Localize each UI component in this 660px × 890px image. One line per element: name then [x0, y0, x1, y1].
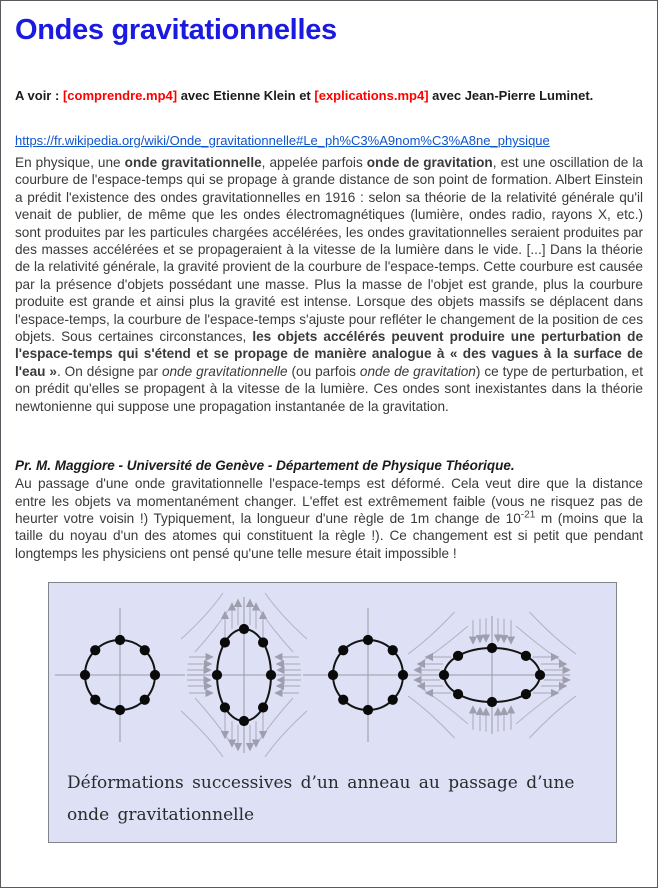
video-link-comprendre[interactable]: [comprendre.mp4] — [62, 88, 178, 103]
professor-heading: Pr. M. Maggiore - Université de Genève - Département de Physique Théorique. — [15, 458, 515, 474]
videos-line — [15, 87, 643, 104]
page-title: Ondes gravitationnelles — [15, 14, 337, 46]
wikipedia-link[interactable]: https://fr.wikipedia.org/wiki/Onde_gravitationnelle#Le_ph%C3%A9nom%C3%A8ne_physique — [15, 133, 550, 148]
videos-middle: avec Etienne Klein et — [180, 88, 311, 103]
videos-prefix: A voir : — [15, 88, 60, 103]
maggiore-paragraph: Au passage d'une onde gravitationnelle l'espace-temps est déformé. Cela veut dire que la distance entre les objets va momentanément changer. L'effet est extrêmement faible (vous ne risquez pas de heurter votre voisin !) Typiquement, la longueur d'une règle de 1m change de $10^{-21}$ m (moins que la taille du noyau d'un des atomes qui constituent la règle !). Ce changement est si petit que pendant longtemps les physiciens ont pensé qu'une telle mesure était impossible ! — [15, 476, 643, 561]
video-link-explications[interactable]: [explications.mp4] — [314, 88, 429, 103]
figure-caption: Déformations successives d’un anneau au passage d’une onde gravitationnelle — [67, 773, 575, 826]
ring-deformation-svg — [49, 583, 616, 767]
videos-suffix: avec Jean-Pierre Luminet. — [432, 88, 594, 103]
ring-deformation-figure — [48, 582, 617, 843]
intro-paragraph: En physique, une onde gravitationnelle, appelée parfois onde de gravitation, est une oscillation de la courbure de l'espace-temps qui se propage à grande distance de son point de formation. Albert Einstein a prédit l'existence des ondes gravitationnelles en 1916 : selon sa théorie de la relativité générale qu'il venait de publier, de même que les ondes électromagnétiques (lumière, ondes radio, rayons X, etc.) sont produites par les particules chargées accélérées, les ondes gravitationnelles seraient produites par des masses accélérées et se propageraient à la vitesse de la lumière dans le vide. [...] Dans la théorie de la relativité générale, la gravité provient de la courbure de l'espace-temps. Cette courbure est causée par la présence d'objets possédant une masse. Plus la masse de l'objet est grande, plus la courbure produite est grande et ainsi plus la gravité est intense. Lorsque des objets massifs se déplacent dans l'espace-temps, la courbure de l'espace-temps s'ajuste pour refléter le changement de la position de ces objets. Sous certaines circonstances, les objets accélérés peuvent produire une perturbation de l'espace-temps qui s'étend et se propage de manière analogue à « des vagues à la surface de l'eau ». On désigne par onde gravitationnelle (ou parfois onde de gravitation) ce type de perturbation, et on prédit qu'elles se propagent à la vitesse de la lumière. Ces ondes sont inexistantes dans la théorie newtonienne qui suppose une propagation instantanée de la gravitation. — [15, 155, 644, 414]
wikipedia-url-line — [15, 132, 643, 149]
